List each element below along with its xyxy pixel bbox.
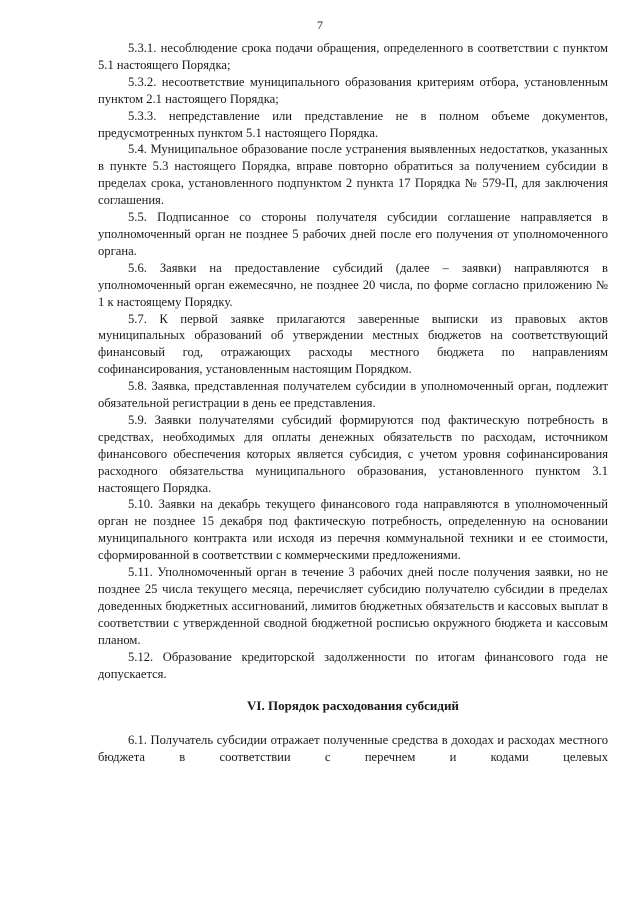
paragraph-5-3-3: 5.3.3. непредставление или представление не в полном объеме документов, предусмотренных пунктом 5.1 настоящего Порядка. bbox=[98, 108, 608, 140]
paragraph-5-3-1: 5.3.1. несоблюдение срока подачи обращения, определенного в соответствии с пунктом 5.1 настоящего Порядка; bbox=[98, 41, 608, 72]
paragraph-6-1: 6.1. Получатель субсидии отражает полученные средства в доходах и расходах местного бюджета в соответствии с перечнем и кодами целевых bbox=[98, 733, 608, 765]
paragraph-5-10: 5.10. Заявки на декабрь текущего финансового года направляются в уполномоченный орган не позднее 15 декабря под фактическую потребность, определенную на основании муниципального контракта или исходя из перечня коммунальной техники и ее стоимости, сформированной в соответствии с коммерческими предложениями. bbox=[98, 497, 608, 563]
paragraph-5-11: 5.11. Уполномоченный орган в течение 3 рабочих дней после получения заявки, но не позднее 25 числа текущего месяца, перечисляет субсидию получателю субсидии в пределах доведенных бюджетных ассигнований, лимитов бюджетных обязательств и кассовых выплат в соответствии с утвержденной сводной бюджетной росписью окружного бюджета и кассовым планом. bbox=[98, 565, 608, 647]
paragraph-5-6: 5.6. Заявки на предоставление субсидий (далее – заявки) направляются в уполномоченный орган ежемесячно, не позднее 20 числа, по форме согласно приложению № 1 к настоящему Порядку. bbox=[98, 260, 608, 309]
paragraph-5-7: 5.7. К первой заявке прилагаются заверенные выписки из правовых актов муниципальных образований об утверждении местных бюджетов на соответствующий финансовый год, отражающих расходы местного бюджета по направлениям софинансирования, установленным настоящим Порядком. bbox=[98, 311, 608, 377]
page-number: 7 bbox=[317, 18, 323, 32]
document-body bbox=[98, 40, 608, 766]
section-heading: VI. Порядок расходования субсидий bbox=[247, 698, 459, 714]
paragraph-5-12: 5.12. Образование кредиторской задолженности по итогам финансового года не допускается. bbox=[98, 649, 608, 681]
paragraph-5-8: 5.8. Заявка, представленная получателем субсидии в уполномоченный орган, подлежит обязательной регистрации в день ее представления. bbox=[98, 379, 608, 411]
paragraph-5-5: 5.5. Подписанное со стороны получателя субсидии соглашение направляется в уполномоченный орган не позднее 5 рабочих дней после его получения от уполномоченного органа. bbox=[98, 210, 608, 258]
paragraph-5-3-2: 5.3.2. несоответствие муниципального образования критериям отбора, установленным пунктом 2.1 настоящего Порядка; bbox=[98, 74, 608, 106]
paragraph-5-9: 5.9. Заявки получателями субсидий формируются под фактическую потребность в средствах, необходимых для оплаты денежных обязательств по расходам, источником финансового обеспечения которых является субсидия, с учетом уровня софинансирования расходного обязательства муниципального образования, установленного пунктом 3.1 настоящего Порядка. bbox=[98, 412, 608, 495]
paragraph-5-4: 5.4. Муниципальное образование после устранения выявленных недостатков, указанных в пункте 5.3 настоящего Порядка, вправе повторно обратиться за получением субсидии в пределах срока, установленного подпунктом 2 пункта 17 Порядка № 579-П, для заключения соглашения. bbox=[98, 142, 608, 208]
